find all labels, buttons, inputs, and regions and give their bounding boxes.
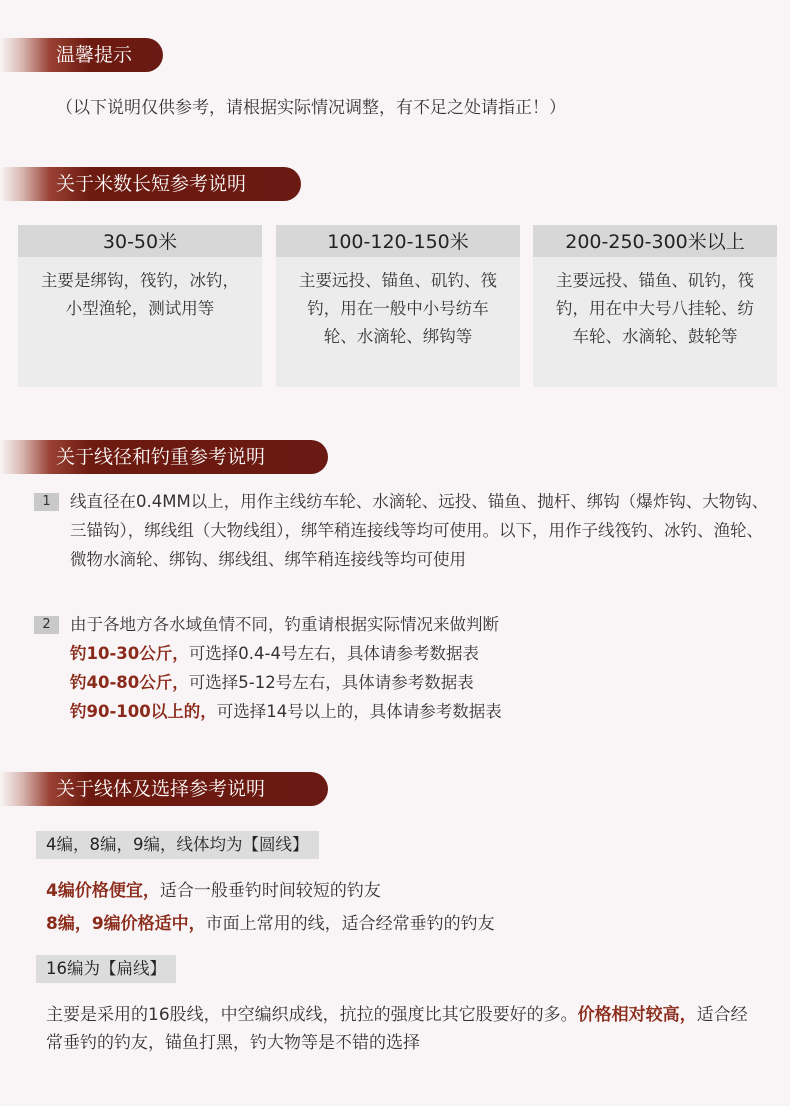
length-card-body: 主要是绑钩，筏钓，冰钓，小型渔轮，测试用等 xyxy=(41,271,239,318)
section-title-tips-text: 温馨提示 xyxy=(56,44,133,66)
weight-row-text: 可选择5-12号左右，具体请参考数据表 xyxy=(188,673,474,692)
section-title-length-text: 关于米数长短参考说明 xyxy=(56,173,247,195)
item-number: 2 xyxy=(34,616,59,634)
section-title-line-body-text: 关于线体及选择参考说明 xyxy=(56,778,266,800)
length-card-30-50 xyxy=(18,225,262,387)
braid-4-text: 适合一般垂钓时间较短的钓友 xyxy=(159,881,381,901)
disclaimer-note: （以下说明仅供参考，请根据实际情况调整，有不足之处请指正！） xyxy=(56,98,566,118)
braid-8-9-text: 市面上常用的线，适合经常垂钓的钓友 xyxy=(205,914,495,934)
diameter-item-2 xyxy=(34,610,774,726)
weight-row-highlight: 钓10-30公斤， xyxy=(70,644,189,663)
weight-row-text: 可选择0.4-4号左右，具体请参考数据表 xyxy=(188,644,479,663)
length-card-200-300 xyxy=(533,225,777,387)
round-line-tag: 4编，8编，9编，线体均为【圆线】 xyxy=(36,831,319,859)
weight-row-highlight: 钓90-100以上的， xyxy=(70,702,217,721)
braid-16-text-pre: 主要是采用的16股线，中空编织成线，抗拉的强度比其它股要好的多。 xyxy=(46,1005,578,1025)
section-title-tips xyxy=(0,38,163,72)
length-cards xyxy=(18,225,777,387)
length-card-head: 100-120-150米 xyxy=(276,225,520,257)
section-title-length xyxy=(0,167,301,201)
braid-8-9-highlight: 8编，9编价格适中， xyxy=(46,914,206,934)
braid-8-9-line xyxy=(46,910,495,938)
braid-16-highlight: 价格相对较高， xyxy=(577,1005,697,1025)
length-card-body: 主要远投、锚鱼、矶钓，筏钓，用在中大号八挂轮、纺车轮、水滴轮、鼓轮等 xyxy=(556,271,754,346)
item-text: 线直径在0.4MM以上，用作主线纺车轮、水滴轮、远投、锚鱼、抛杆、绑钩（爆炸钩、大物钩、三锚钩），绑线组（大物线组），绑竿稍连接线等均可使用。以下，用作子线筏钓、冰钓、渔轮、微物水滴轮、绑钩、绑线组、绑竿稍连接线等均可使用 xyxy=(70,492,769,569)
flat-line-tag: 16编为【扁线】 xyxy=(36,955,176,983)
weight-row-text: 可选择14号以上的，具体请参考数据表 xyxy=(216,702,502,721)
section-title-diameter xyxy=(0,440,328,474)
section-title-diameter-text: 关于线径和钓重参考说明 xyxy=(56,446,266,468)
length-card-head: 200-250-300米以上 xyxy=(533,225,777,257)
length-card-head: 30-50米 xyxy=(18,225,262,257)
length-card-100-150 xyxy=(276,225,520,387)
braid-4-line xyxy=(46,877,381,905)
weight-row-highlight: 钓40-80公斤， xyxy=(70,673,189,692)
braid-16-paragraph xyxy=(46,1001,756,1057)
item-number: 1 xyxy=(34,493,59,511)
braid-4-highlight: 4编价格便宜， xyxy=(46,881,160,901)
diameter-item-1 xyxy=(34,487,774,574)
section-title-line-body xyxy=(0,772,328,806)
weight-row xyxy=(70,697,774,726)
weight-row xyxy=(70,668,774,697)
length-card-body: 主要远投、锚鱼、矶钓、筏钓，用在一般中小号纺车轮、水滴轮、绑钩等 xyxy=(299,271,497,346)
item-text: 由于各地方各水域鱼情不同，钓重请根据实际情况来做判断 xyxy=(70,615,499,634)
braid-16-text-post: 适合经常垂钓的钓友，锚鱼打黑，钓大物等是不错的选择 xyxy=(46,1005,748,1053)
weight-row xyxy=(70,639,774,668)
